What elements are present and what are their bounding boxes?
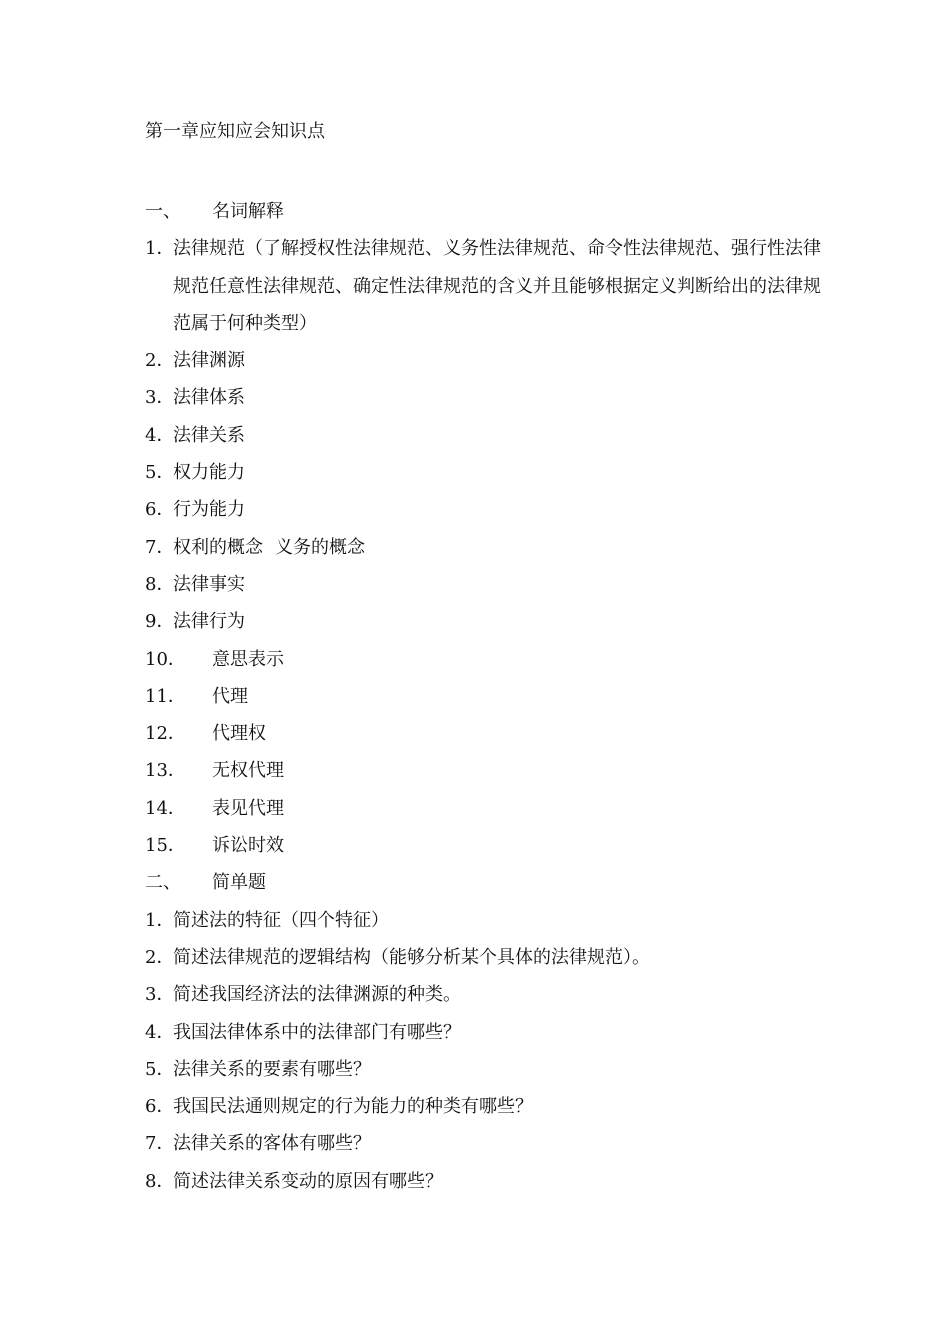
list-item [145,379,825,416]
item-text: 法律关系的要素有哪些？ [173,1058,371,1080]
section-heading-1 [145,193,825,230]
item-text: 我国民法通则规定的行为能力的种类有哪些？ [173,1096,533,1118]
item-number: 1． [145,238,175,260]
item-text: 法律关系的客体有哪些？ [173,1133,371,1155]
list-item [145,715,825,752]
item-text: 法律体系 [173,387,245,409]
item-text: 法律事实 [173,573,245,595]
section-title: 名词解释 [212,201,284,222]
item-number: 5． [145,1058,175,1080]
item-number: 8． [145,1170,175,1192]
list-item [145,827,825,864]
list-item [145,491,825,528]
item-number: 15． [145,835,186,857]
list-item [145,1125,825,1162]
document-content [145,193,825,1200]
list-item [145,752,825,789]
list-item [145,342,825,379]
item-text: 法律行为 [173,611,245,633]
item-number: 8． [145,573,175,595]
section-number: 一、 [145,201,181,222]
item-text: 表见代理 [212,797,284,819]
item-text: 简述我国经济法的法律渊源的种类。 [173,984,461,1006]
item-text: 权力能力 [173,462,245,484]
item-text: 行为能力 [173,499,245,521]
item-number: 14． [145,797,186,819]
item-number: 7． [145,536,175,558]
item-number: 10． [145,648,186,670]
item-number: 3． [145,984,175,1006]
list-item [145,1088,825,1125]
list-item [145,790,825,827]
item-text: 简述法律规范的逻辑结构（能够分析某个具体的法律规范）。 [173,946,650,968]
item-number: 5． [145,462,175,484]
item-number: 4． [145,424,175,446]
item-number: 9． [145,611,175,633]
section-title: 简单题 [212,872,266,894]
item-number: 2． [145,946,175,968]
item-number: 11． [145,685,186,707]
item-number: 2． [145,350,175,372]
list-item [145,939,825,976]
item-text: 意思表示 [212,648,284,670]
section-heading-2 [145,864,825,901]
item-number: 3． [145,387,175,409]
item-number: 6． [145,1096,175,1118]
list-item [145,1163,825,1200]
list-item [145,230,825,342]
item-text: 简述法的特征（四个特征） [173,909,389,931]
list-item [145,1051,825,1088]
list-item [145,678,825,715]
item-number: 1． [145,909,175,931]
item-number: 12． [145,723,186,745]
item-number: 13． [145,760,186,782]
item-text: 无权代理 [212,760,284,782]
item-text: 我国法律体系中的法律部门有哪些？ [173,1021,461,1043]
item-text: 法律规范（了解授权性法律规范、义务性法律规范、命令性法律规范、强行性法律规范任意性法律规范、确定性法律规范的含义并且能够根据定义判断给出的法律规范属于何种类型） [173,238,821,334]
item-text: 法律关系 [173,424,245,446]
list-item [145,454,825,491]
section-number: 二、 [145,872,181,894]
item-text: 法律渊源 [173,350,245,372]
item-number: 6． [145,499,175,521]
item-text: 权利的概念 [173,536,263,558]
list-item [145,902,825,939]
item-text: 代理权 [212,723,266,745]
list-item [145,529,825,566]
document-title: 第一章应知应会知识点 [145,121,325,142]
list-item [145,641,825,678]
item-text-secondary: 义务的概念 [275,536,365,558]
item-text-group [173,529,825,566]
item-text: 简述法律关系变动的原因有哪些？ [173,1170,443,1192]
list-item [145,1014,825,1051]
list-item [145,566,825,603]
item-text: 诉讼时效 [212,835,284,857]
item-text: 代理 [212,685,248,707]
item-number: 4． [145,1021,175,1043]
list-item [145,417,825,454]
item-number: 7． [145,1133,175,1155]
list-item [145,976,825,1013]
list-item [145,603,825,640]
